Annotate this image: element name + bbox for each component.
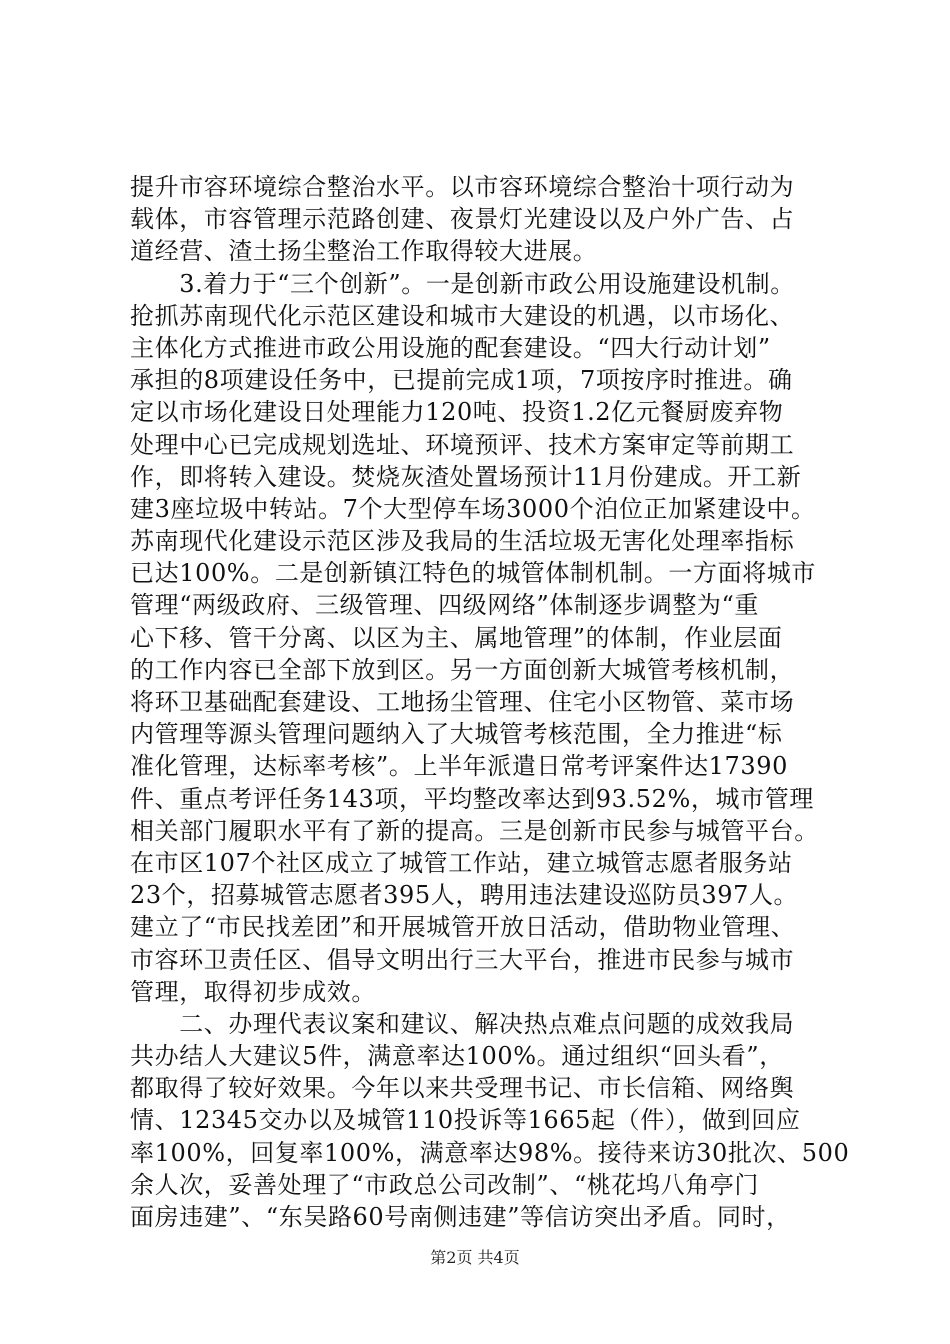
text-line: 道经营、渣土扬尘整治工作取得较大进展。 — [130, 237, 598, 266]
text-line: 在市区107个社区成立了城管工作站，建立城管志愿者服务站 — [130, 848, 793, 877]
text-line: 相关部门履职水平有了新的提高。三是创新市民参与城管平台。 — [130, 816, 819, 845]
text-line: 准化管理，达标率考核”。上半年派遣日常考评案件达17390 — [130, 752, 789, 781]
text-line: 情、12345交办以及城管110投诉等1665起（件），做到回应 — [130, 1106, 801, 1135]
text-line: 处理中心已完成规划选址、环境预评、技术方案审定等前期工 — [130, 430, 795, 459]
body-text — [130, 171, 850, 1233]
text-line: 将环卫基础配套建设、工地扬尘管理、住宅小区物管、菜市场 — [130, 688, 795, 716]
text-line: 二、办理代表议案和建议、解决热点难点问题的成效我局 — [130, 1009, 795, 1038]
text-line: 都取得了较好效果。今年以来共受理书记、市长信箱、网络舆 — [130, 1074, 795, 1103]
text-line: 定以市场化建设日处理能力120吨、投资1.2亿元餐厨废弃物 — [130, 398, 784, 427]
text-line: 建3座垃圾中转站。7个大型停车场3000个泊位正加紧建设中。 — [130, 494, 816, 523]
text-line: 的工作内容已全部下放到区。另一方面创新大城管考核机制， — [130, 655, 795, 684]
text-line: 管理，取得初步成效。 — [130, 977, 376, 1006]
text-line: 载体，市容管理示范路创建、夜景灯光建设以及户外广告、占 — [130, 205, 795, 234]
text-line: 已达100%。二是创新镇江特色的城管体制机制。一方面将城市 — [130, 559, 817, 588]
text-line: 承担的8项建设任务中，已提前完成1项，7项按序时推进。确 — [130, 366, 793, 395]
text-line: 内管理等源头管理问题纳入了大城管考核范围，全力推进“标 — [130, 720, 783, 749]
text-line: 率100%，回复率100%，满意率达98%。接待来访30批次、500 — [130, 1138, 850, 1167]
text-line: 管理“两级政府、三级管理、四级网络”体制逐步调整为“重 — [130, 591, 760, 620]
text-line: 抢抓苏南现代化示范区建设和城市大建设的机遇，以市场化、 — [130, 301, 795, 330]
text-line: 主体化方式推进市政公用设施的配套建设。“四大行动计划” — [130, 333, 771, 362]
text-line: 3.着力于“三个创新”。一是创新市政公用设施建设机制。 — [130, 269, 795, 298]
text-line: 心下移、管干分离、以区为主、属地管理”的体制，作业层面 — [130, 623, 783, 652]
text-line: 作，即将转入建设。焚烧灰渣处置场预计11月份建成。开工新 — [130, 462, 802, 491]
text-line: 市容环卫责任区、倡导文明出行三大平台，推进市民参与城市 — [130, 945, 795, 974]
text-line: 23个，招募城管志愿者395人，聘用违法建设巡防员397人。 — [130, 881, 799, 910]
text-line: 建立了“市民找差团”和开展城管开放日活动，借助物业管理、 — [130, 913, 796, 942]
text-line: 提升市容环境综合整治水平。以市容环境综合整治十项行动为 — [130, 173, 795, 201]
text-line: 面房违建”、“东吴路60号南侧违建”等信访突出矛盾。同时， — [130, 1203, 791, 1231]
text-line: 件、重点考评任务143项，平均整改率达到93.52%，城市管理 — [130, 784, 814, 813]
text-line: 共办结人大建议5件，满意率达100%。通过组织“回头看”， — [130, 1042, 784, 1071]
text-line: 苏南现代化建设示范区涉及我局的生活垃圾无害化处理率指标 — [130, 527, 795, 556]
page-footer: 第2页 共4页 — [430, 1248, 520, 1267]
text-line: 余人次，妥善处理了“市政总公司改制”、“桃花坞八角亭门 — [130, 1170, 760, 1199]
